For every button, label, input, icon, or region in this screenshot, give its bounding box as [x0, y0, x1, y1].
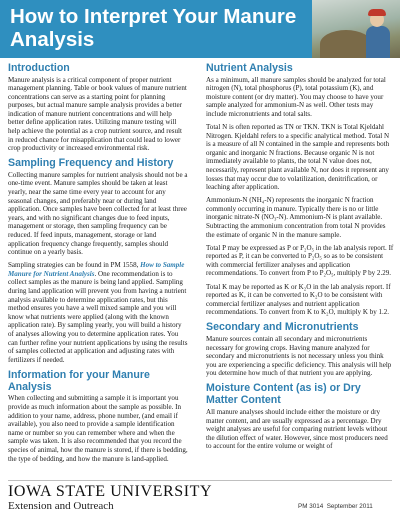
moisture-paragraph: All manure analyses should include either the moisture or dry matter content, and are usually expressed as a percentage. Dry weight analyses are useful for comparing nutrient levels without the dilution effect of water. However, since most producers need to account for the entire volume or weight of: [206, 407, 388, 451]
sampling-text-a: Sampling strategies can be found in PM 1558,: [8, 261, 141, 270]
nutrient-paragraph-3: Ammonium-N (NH₄-N) represents the inorganic N fraction commonly occurring in manure. Typically there is no or little inorganic nitrate-N (NO₃-N). Ammonium-N is plant available. Subtracting the ammonium concentration from total N provides the estimate of organic N in the manure sample.: [206, 196, 386, 239]
manure-pile-shape: [320, 30, 372, 58]
sampling-paragraph-1: Collecting manure samples for nutrient analysis should not be a one-time event. Manure samples should be taken at least yearly, near the same time every year to account for any seasonal changes, and preferably near or during land application. Once samples have been collected for at least three years, and with no significant changes due to feed inputs, management or storage, then sampling frequency can be reduced. If feed inputs, management, storage or land application frequency change frequently, samples should continue on a yearly basis.: [8, 170, 188, 257]
child-hat-shape: [368, 9, 386, 16]
pub-date: September 2011: [326, 503, 373, 510]
nutrient-paragraph-2: Total N is often reported as TN or TKN. TKN is Total Kjeldahl Nitrogen. Kjeldahl refers to a specific analytical method. Total N is a measure of all N contained in the sample and represents both organic and inorganic N fractions. Because organic N is not immediately available to plants, the total N value does not, necessarily, represent plant available N, nor does it represent any losses that may occur due to volatilization, denitrification, or leaching after application.: [206, 122, 390, 192]
child-body-shape: [366, 26, 390, 58]
right-column: [206, 62, 394, 455]
footer-divider: [8, 480, 392, 481]
pm1558-link[interactable]: How to Sample Manure for Nutrient Analysis: [8, 261, 185, 278]
publication-info: [298, 503, 373, 510]
nutrient-paragraph-1: As a minimum, all manure samples should be analyzed for total nitrogen (N), total phosphorus (P), total potassium (K), and moisture content (or dry matter). You may choose to have your sample analyzed for ammonium-N as well. Other tests may include micronutrients and total salts.: [206, 75, 386, 118]
nutrient-paragraph-4: Total P may be expressed as P or P₂O₅ in the lab analysis report. If reported as P, it can be converted to P₂O₅ so as to be consistent with commercial fertilizer analyses and application recommendations. To convert from P to P₂O₅, multiply P by 2.29.: [206, 243, 394, 278]
page-title: How to Interpret Your Manure Analysis: [10, 5, 297, 51]
sampling-paragraph-2: [8, 261, 188, 364]
nutrient-heading: Nutrient Analysis: [206, 62, 293, 74]
sampling-text-b: . One recommendation is to collect samples as the manure is being land applied. Sampling during land application will prevent you from having a nutrient analysis available to determine application rates, but this method ensures you have a well mixed sample and you will know what nutrients were applied (along with the known application rate). By sampling yearly, you will build a history of analyses allowing you to determine application rates. You can further refine your nutrient applications by using the results of samples collected at application and adjusting rates with fertilizers if needed.: [8, 269, 188, 364]
info-paragraph: When collecting and submitting a sample it is important you provide as much information about the sample as possible. In addition to your name, address, phone number, (and email if available), you also need to provide a sample identification name or number so you can remember where and when the sample was taken. It is also recommended that you record the species of animal, how the manure is stored, if there is bedding, the type of bedding, and how the manure is land-applied.: [8, 394, 188, 463]
intro-heading: Introduction: [8, 62, 70, 74]
footer: [0, 480, 400, 514]
cover-photo: [312, 0, 400, 58]
secondary-heading: Secondary and Micronutrients: [206, 321, 359, 334]
nutrient-paragraph-5: Total K may be reported as K or K₂O in the lab analysis report. If reported as K, it can be converted to K₂O to be consistent with commercial fertilizer analyses and nutrient application recommendations. To convert from K to K₂O, multiply K by 1.2.: [206, 282, 391, 317]
moisture-heading: Moisture Content (as is) or Dry Matter Content: [206, 382, 361, 407]
university-logo: IOWA STATE UNIVERSITY: [8, 483, 213, 500]
secondary-paragraph: Manure sources contain all secondary and micronutrients necessary for growing crops. Having manure analyzed for secondary and micronutrients is not necessary unless you think you are experiencing a specific deficiency. This analysis will help you determine how much of that nutrient you are applying.: [206, 334, 392, 378]
title-banner: [0, 0, 400, 58]
left-column: [8, 62, 188, 468]
extension-logo: Extension and Outreach: [8, 500, 114, 512]
sampling-heading: Sampling Frequency and History: [8, 157, 174, 170]
intro-paragraph: Manure analysis is a critical component of proper nutrient management planning. Table or book values of manure nutrient concentrations can serve as a starting point for planning purposes, but actual manure sample analysis provides a better indication of manure nutrient concentrations and will help better define application rates. Utilizing manure testing will help achieve the potential as a crop nutrient source, and result in reduced chance for misapplication that could lead to lower crop productivity or increased environmental risk.: [8, 75, 187, 153]
pub-number: PM 3014: [298, 503, 324, 510]
info-heading: Information for your Manure Analysis: [8, 368, 150, 393]
